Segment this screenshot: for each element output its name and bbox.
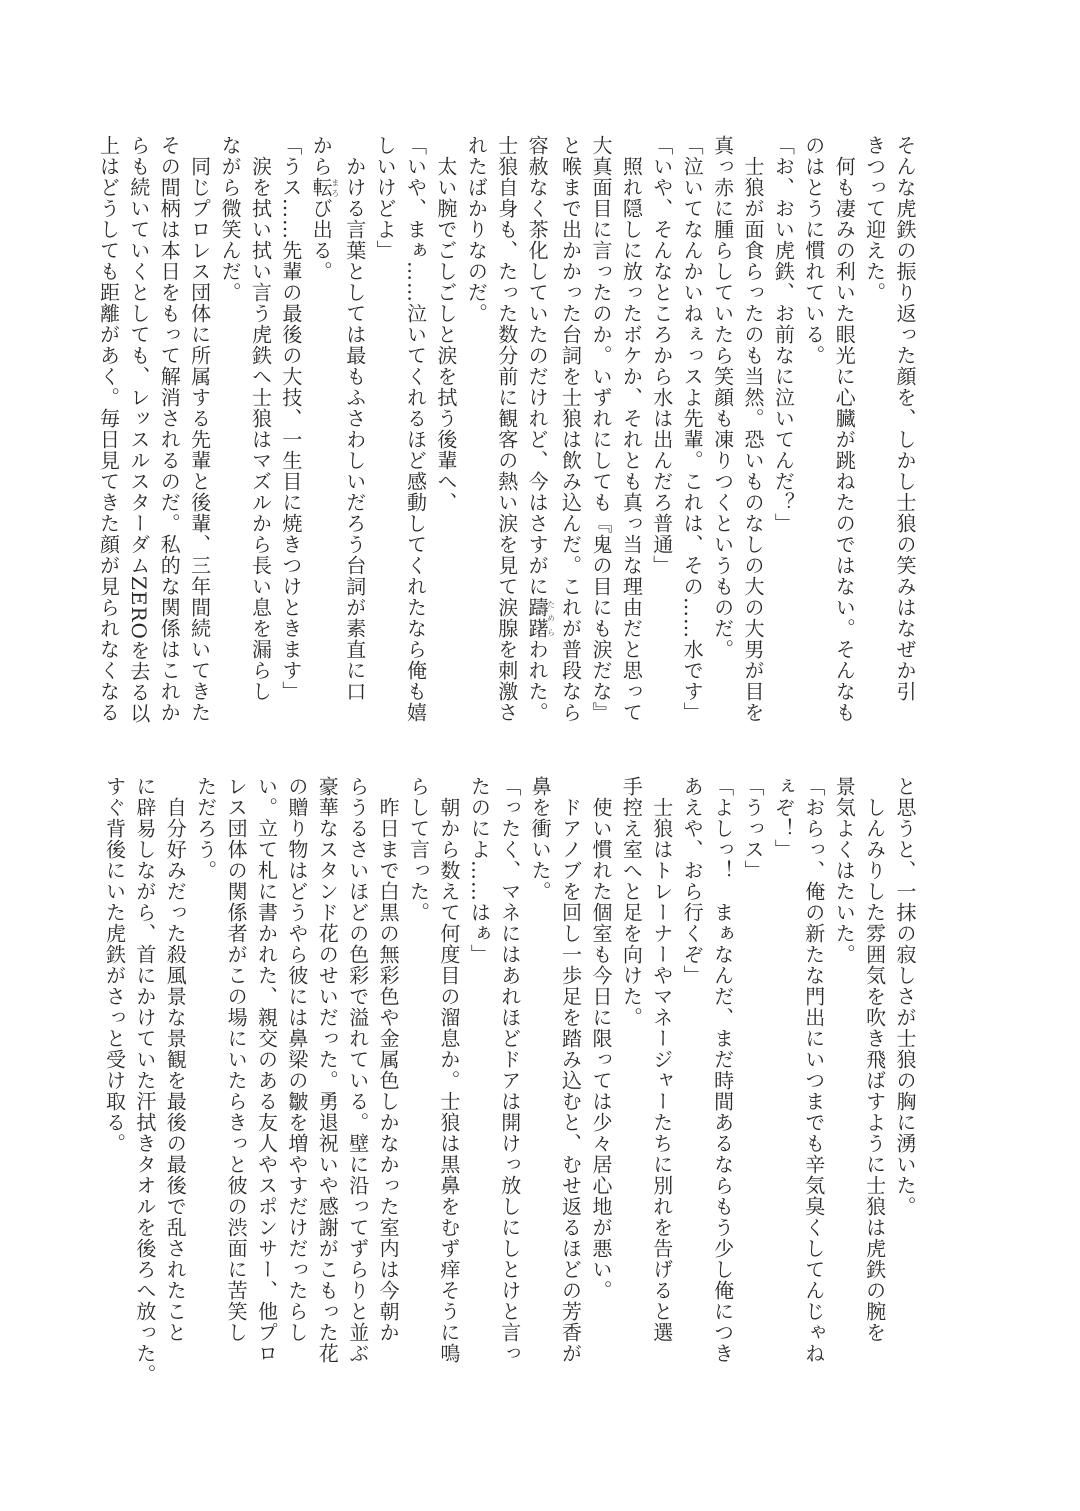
- text-column: しんみりした雰囲気を吹き飛ばすように士狼は虎鉄の腕を: [862, 776, 887, 1343]
- ruby-reading: まろ: [330, 177, 340, 198]
- ruby-base: 躊躇: [525, 597, 550, 639]
- text-segment: われた。: [525, 639, 550, 723]
- text-column: 景気よくはたいた。: [832, 776, 857, 965]
- text-column: と喉まで出かかった台詞を士狼は飲み込んだ。これが普段なら: [558, 135, 583, 723]
- text-column: 真っ赤に腫らしていたら笑顔も凍りつくというものだ。: [710, 135, 735, 660]
- text-column: い。立て札に書かれた、親交のある友人やスポンサー、他プロ: [254, 776, 279, 1364]
- text-column: 士狼はトレーナーやマネージャーたちに別れを告げると選: [649, 776, 674, 1343]
- text-column: ぇぞ！」: [771, 776, 796, 860]
- text-column: 士狼が面食らったのも当然。恐いものなしの大の大男が目を: [740, 135, 765, 723]
- text-column: 豪華なスタンド花のせいだった。勇退祝いや感謝がこもった花: [315, 776, 340, 1364]
- text-column: 「泣いてなんかいねぇっスよ先輩。これは、その……水です」: [680, 135, 705, 723]
- text-column: 自分好みだった殺風景な景観を最後の最後で乱されたこと: [163, 776, 188, 1343]
- text-column: 「よしっ！ まぁなんだ、まだ時間あるならもう少し俺につき: [710, 776, 735, 1364]
- text-segment: 容赦なく茶化していたのだけれど、今はさすがに: [525, 135, 550, 597]
- text-column: 昨日まで白黒の無彩色や金属色しかなかった室内は今朝か: [376, 776, 401, 1343]
- text-segment: び出る。: [309, 198, 334, 282]
- text-column: 照れ隠しに放ったボケか、それとも真っ当な理由だと思って: [619, 135, 644, 723]
- text-column: その間柄は本日をもって解消されるのだ。私的な関係はこれか: [157, 135, 182, 723]
- text-column: 「ったく、マネにはあれほどドアは開けっ放しにしとけと言っ: [497, 776, 522, 1364]
- text-column: 朝から数えて何度目の溜息か。士狼は黒鼻をむず痒そうに鳴: [436, 776, 461, 1364]
- text-column: 「おらっ、俺の新たな門出にいつまでも辛気臭くしてんじゃね: [801, 776, 826, 1364]
- text-column: 「お、おい虎鉄、お前なに泣いてんだ？」: [771, 135, 796, 534]
- text-column: 「いや、そんなところから水は出んだろ普通」: [649, 135, 674, 576]
- text-column: 何も凄みの利いた眼光に心臓が跳ねたのではない。そんなも: [832, 135, 857, 723]
- text-column: らも続いていくとしても、レッスルスターダムZEROを去る以: [126, 135, 151, 724]
- text-column: と思うと、一抹の寂しさが士狼の胸に湧いた。: [893, 776, 917, 1217]
- text-column: そんな虎鉄の振り返った顔を、しかし士狼の笑みはなぜか引: [893, 135, 917, 702]
- text-column: らうるさいほどの色彩で溢れている。壁に沿ってずらりと並ぶ: [345, 776, 370, 1364]
- text-segment: から: [309, 135, 334, 177]
- text-column: 士狼自身も、たった数分前に観客の熱い涙を見て涙腺を刺激さ: [494, 135, 519, 723]
- text-column: らして言った。: [406, 776, 431, 923]
- text-column: ながら微笑んだ。: [218, 135, 243, 303]
- text-column: [306, 135, 339, 755]
- text-column: しいけどよ」: [373, 135, 398, 261]
- ruby-base: 転: [309, 177, 334, 198]
- text-column: きつって迎えた。: [862, 135, 887, 303]
- text-column: に辟易しながら、首にかけていた汗拭きタオルを後ろへ放った。: [132, 776, 157, 1385]
- text-column: ドアノブを回し一歩足を踏み込むと、むせ返るほどの芳香が: [558, 776, 583, 1364]
- text-column: のはとうに慣れている。: [801, 135, 826, 366]
- text-column: 鼻を衝いた。: [528, 776, 553, 902]
- text-column: 大真面目に言ったのか。いずれにしても『鬼の目にも涙だな』: [588, 135, 613, 723]
- text-column: 上はどうしても距離があく。毎日見てきた顔が見られなくなる: [96, 135, 121, 723]
- ruby-word: [309, 177, 340, 198]
- text-column: 「うス……先輩の最後の大技、一生目に焼きつけときます」: [278, 135, 303, 702]
- text-column: 「いや、まぁ……泣いてくれるほど感動してくれたなら俺も嬉: [403, 135, 428, 723]
- text-column: すぐ背後にいた虎鉄がさっと受け取る。: [102, 776, 127, 1154]
- ruby-word: [525, 597, 556, 639]
- text-column: 手控え室へと足を向けた。: [619, 776, 644, 1028]
- text-column: [522, 135, 555, 755]
- text-column: レス団体の関係者がこの場にいたらきっと彼の渋面に苦笑し: [224, 776, 249, 1343]
- text-column: れたばかりなのだ。: [464, 135, 489, 324]
- text-column: たのによ……はぁ」: [467, 776, 492, 965]
- ruby-reading: ためら: [546, 597, 556, 639]
- text-column: 使い慣れた個室も今日に限っては少々居心地が悪い。: [588, 776, 613, 1301]
- text-column: 太い腕でごしごしと涙を拭う後輩へ、: [433, 135, 458, 513]
- text-column: の贈り物はどうやら彼には鼻梁の皺を増やすだけだったらし: [284, 776, 309, 1343]
- text-column: かける言葉としては最もふさわしいだろう台詞が素直に口: [342, 135, 367, 702]
- text-block-bottom: [99, 776, 920, 1396]
- text-block-top: [96, 135, 920, 755]
- text-column: あえや、おら行くぞ」: [680, 776, 705, 986]
- text-column: 涙を拭い拭い言う虎鉄へ士狼はマズルから長い息を漏らし: [248, 135, 273, 702]
- text-column: 同じプロレス団体に所属する先輩と後輩、三年間続いてきた: [187, 135, 212, 723]
- text-column: 「うっス」: [740, 776, 765, 881]
- text-column: ただろう。: [193, 776, 218, 881]
